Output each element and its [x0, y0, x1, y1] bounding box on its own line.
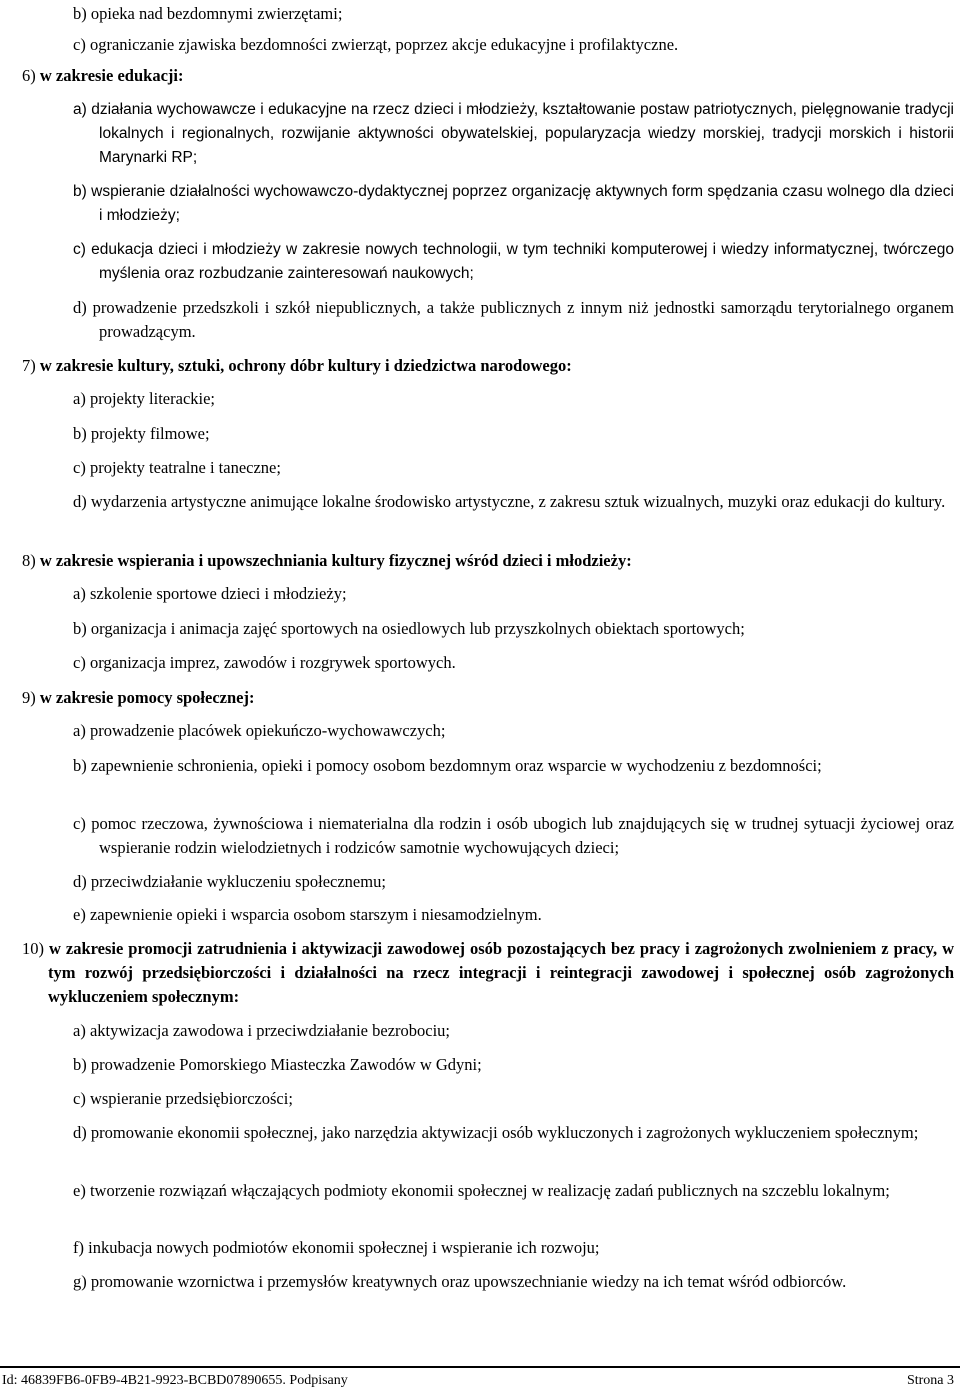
- section-title: w zakresie edukacji:: [39, 66, 184, 85]
- section-heading: [22, 937, 954, 1009]
- list-item: e) tworzenie rozwiązań włączających podmioty ekonomii społecznej w realizację zadań publicznych na szczeblu lokalnym;: [73, 1181, 890, 1200]
- section-title: w zakresie pomocy społecznej:: [39, 688, 255, 707]
- list-item: c) ograniczanie zjawiska bezdomności zwierząt, poprzez akcje edukacyjne i profilaktyczne.: [73, 35, 679, 54]
- list-item: b) projekty filmowe;: [73, 424, 210, 443]
- section-title: w zakresie promocji zatrudnienia i aktywizacji zawodowej osób pozostających bez pracy i zagrożonych zwolnieniem z pracy, w tym rozwój przedsiębiorczości i działalności na rzecz integracji i reintegracji zawodowej i społecznej osób zagrożonych wykluczeniem społecznym:: [48, 939, 954, 1006]
- section-number: 9): [22, 688, 36, 707]
- list-item: c) edukacja dzieci i młodzieży w zakresie nowych technologii, w tym techniki komputerowej i wiedzy informatycznej, twórczego myślenia oraz rozbudzanie zainteresowań naukowych;: [73, 241, 954, 282]
- section-number: 7): [22, 356, 36, 375]
- list-item: c) pomoc rzeczowa, żywnościowa i niematerialna dla rodzin i osób ubogich lub znajdujących się w trudnej sytuacji życiowej oraz wspieranie rodzin wielodzietnych i rodziców samotnie wychowujących dzieci;: [73, 814, 954, 857]
- list-item: b) opieka nad bezdomnymi zwierzętami;: [73, 4, 343, 23]
- list-item: d) przeciwdziałanie wykluczeniu społecznemu;: [73, 872, 386, 891]
- list-item: a) projekty literackie;: [73, 389, 216, 408]
- section-title: w zakresie kultury, sztuki, ochrony dóbr kultury i dziedzictwa narodowego:: [39, 356, 572, 375]
- page-number: Strona 3: [906, 1373, 954, 1388]
- list-item: d) promowanie ekonomii społecznej, jako narzędzia aktywizacji osób wykluczonych i zagrożonych wykluczeniem społecznym;: [73, 1123, 919, 1142]
- section-number: 6): [22, 66, 36, 85]
- section-heading: [22, 549, 954, 573]
- list-item: a) szkolenie sportowe dzieci i młodzieży;: [73, 584, 347, 603]
- footer-divider: [0, 1366, 960, 1368]
- document-id: Id: 46839FB6-0FB9-4B21-9923-BCBD07890655. Podpisany: [2, 1373, 348, 1388]
- list-item: f) inkubacja nowych podmiotów ekonomii społecznej i wspieranie ich rozwoju;: [73, 1238, 600, 1257]
- list-item: d) prowadzenie przedszkoli i szkół niepublicznych, a także publicznych z innym niż jednostki samorządu terytorialnego organem prowadzącym.: [73, 298, 954, 341]
- list-item: a) aktywizacja zawodowa i przeciwdziałanie bezrobociu;: [73, 1021, 451, 1040]
- list-item: e) zapewnienie opieki i wsparcia osobom starszym i niesamodzielnym.: [73, 905, 542, 924]
- list-item: b) prowadzenie Pomorskiego Miasteczka Zawodów w Gdyni;: [73, 1055, 482, 1074]
- section-heading: [22, 64, 954, 88]
- list-item: b) organizacja i animacja zajęć sportowych na osiedlowych lub przyszkolnych obiektach sportowych;: [73, 619, 745, 638]
- list-item: g) promowanie wzornictwa i przemysłów kreatywnych oraz upowszechnianie wiedzy na ich temat wśród odbiorców.: [73, 1272, 847, 1291]
- list-item: c) wspieranie przedsiębiorczości;: [73, 1089, 293, 1108]
- section-title: w zakresie wspierania i upowszechniania kultury fizycznej wśród dzieci i młodzieży:: [39, 551, 632, 570]
- section-number: 10): [22, 939, 44, 958]
- section-heading: [22, 354, 954, 378]
- list-item: a) działania wychowawcze i edukacyjne na rzecz dzieci i młodzieży, kształtowanie postaw patriotycznych, pielęgnowanie tradycji lokalnych i regionalnych, rozwijanie aktywności obywatelskiej, popularyzacja wiedzy morskiej, tradycji morskich i historii Marynarki RP;: [73, 101, 954, 166]
- list-item: c) projekty teatralne i taneczne;: [73, 458, 281, 477]
- list-item: d) wydarzenia artystyczne animujące lokalne środowisko artystyczne, z zakresu sztuk wizualnych, muzyki oraz edukacji do kultury.: [73, 492, 946, 511]
- list-item: b) wspieranie działalności wychowawczo-dydaktycznej poprzez organizację aktywnych form spędzania czasu wolnego dla dzieci i młodzieży;: [73, 183, 954, 224]
- list-item: c) organizacja imprez, zawodów i rozgrywek sportowych.: [73, 653, 456, 672]
- section-heading: [22, 686, 954, 710]
- list-item: a) prowadzenie placówek opiekuńczo-wychowawczych;: [73, 721, 446, 740]
- list-item: b) zapewnienie schronienia, opieki i pomocy osobom bezdomnym oraz wsparcie w wychodzeniu z bezdomności;: [73, 756, 822, 775]
- section-number: 8): [22, 551, 36, 570]
